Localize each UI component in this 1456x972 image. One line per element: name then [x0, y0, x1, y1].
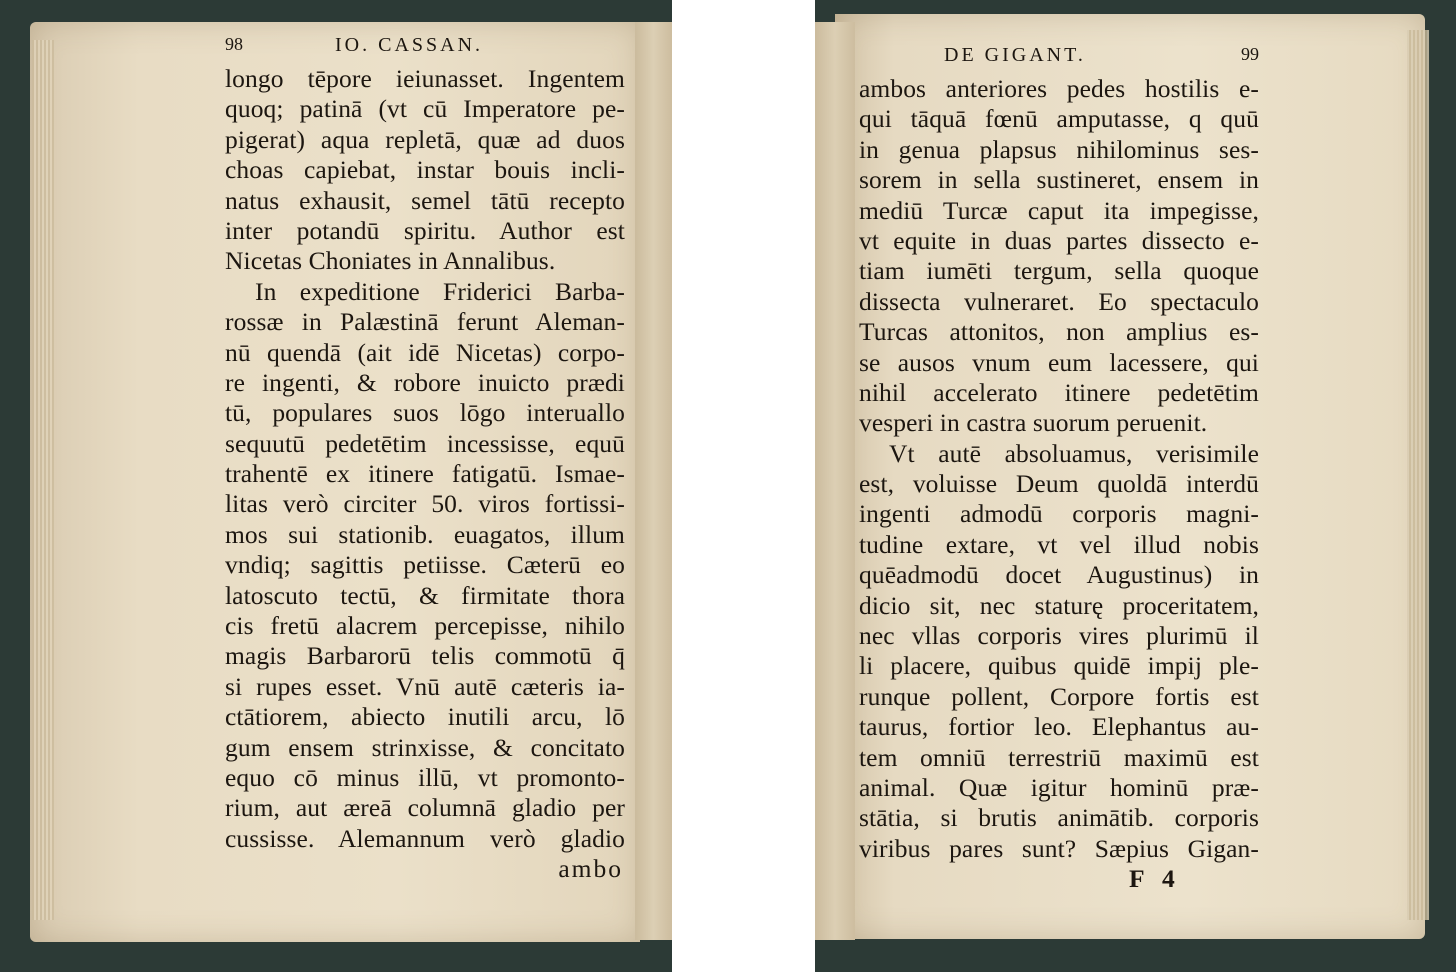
text-line: dissecta vulneraret. Eo spectaculo: [859, 286, 1259, 316]
text-line: sorem in sella sustineret, ensem in: [859, 165, 1259, 195]
text-line: litas verò circiter 50. viros fortissi-: [225, 489, 625, 519]
page-edges: [32, 40, 54, 920]
text-line: equo cō minus illū, vt promonto-: [225, 762, 625, 792]
text-line: cis fretū alacrem percepisse, nihilo: [225, 611, 625, 641]
text-line: choas capiebat, instar bouis incli-: [225, 155, 625, 185]
text-line: tū, populares suos lōgo interuallo: [225, 398, 625, 428]
text-line: viribus pares sunt? Sæpius Gigan-: [859, 833, 1259, 863]
left-text-block: [225, 34, 625, 885]
text-line: vndiq; sagittis petiisse. Cæterū eo: [225, 550, 625, 580]
text-line: ambos anteriores pedes hostilis e-: [859, 74, 1259, 103]
signature-mark: F 4: [1129, 864, 1181, 894]
text-line: latoscuto tectū, & firmitate thora: [225, 580, 625, 610]
text-line: ingenti admodū corporis magni-: [859, 499, 1259, 529]
right-text-block: [859, 44, 1259, 895]
text-line: runque pollent, Corpore fortis est: [859, 681, 1259, 711]
text-line: Vt autē absoluamus, verisimile: [889, 438, 1259, 468]
text-line: trahentē ex itinere fatigatū. Ismae-: [225, 459, 625, 489]
text-line: quoq; patinā (vt cū Imperatore pe-: [225, 94, 625, 124]
text-line: se ausos vnum eum lacessere, qui: [859, 347, 1259, 377]
right-body-text: [859, 74, 1259, 864]
text-line: animal. Quæ igitur hominū præ-: [859, 772, 1259, 802]
text-line: nū quendā (ait idē Nicetas) corpo-: [225, 337, 625, 367]
right-running-head: [859, 44, 1259, 74]
text-line: magis Barbarorū telis commotū q̄: [225, 641, 625, 671]
text-line: longo tēpore ieiunasset. Ingentem: [225, 64, 625, 93]
page-edges: [1407, 30, 1429, 920]
text-line: inter potandū spiritu. Author est: [225, 215, 625, 245]
text-line: dicio sit, nec staturę proceritatem,: [859, 590, 1259, 620]
text-line: tem omniū terrestriū maximū est: [859, 742, 1259, 772]
catchword: ambo: [558, 854, 623, 884]
text-line: rium, aut æreā columnā gladio per: [225, 793, 625, 823]
left-page-photo: [0, 0, 672, 972]
text-line: In expeditione Friderici Barba-: [255, 276, 625, 306]
text-line: mos sui stationib. euagatos, illum: [225, 519, 625, 549]
text-line: est, voluisse Deum quoldā interdū: [859, 469, 1259, 499]
text-line: sequutū pedetētim incessisse, equū: [225, 428, 625, 458]
text-line: vt equite in duas partes dissecto e-: [859, 225, 1259, 255]
text-line: vesperi in castra suorum peruenit.: [859, 408, 1208, 438]
text-line: stātia, si brutis animātib. corporis: [859, 803, 1259, 833]
text-line: natus exhausit, semel tātū recepto: [225, 185, 625, 215]
text-line: gum ensem strinxisse, & concitato: [225, 732, 625, 762]
text-line: tiam iumēti tergum, sella quoque: [859, 256, 1259, 286]
text-line: re ingenti, & robore inuicto prædi: [225, 367, 625, 397]
right-page-photo: [815, 0, 1456, 972]
page-number: 99: [1241, 44, 1259, 64]
left-running-head: [225, 34, 625, 64]
text-line: Nicetas Choniates in Annalibus.: [225, 246, 556, 276]
text-line: nihil accelerato itinere pedetētim: [859, 377, 1259, 407]
text-line: si rupes esset. Vnū autē cæteris ia-: [225, 671, 625, 701]
text-line: pigerat) aqua repletā, quæ ad duos: [225, 124, 625, 154]
running-title: IO. CASSAN.: [335, 34, 484, 56]
text-line: tudine extare, vt vel illud nobis: [859, 529, 1259, 559]
text-line: taurus, fortior leo. Elephantus au-: [859, 712, 1259, 742]
text-line: rossæ in Palæstinā ferunt Aleman-: [225, 307, 625, 337]
text-line: Turcas attonitos, non amplius es-: [859, 317, 1259, 347]
running-title: DE GIGANT.: [944, 44, 1086, 66]
text-line: ctātiorem, abiecto inutili arcu, lō: [225, 702, 625, 732]
page-number: 98: [225, 34, 243, 54]
text-line: nec vllas corporis vires plurimū il: [859, 621, 1259, 651]
text-line: in genua plapsus nihilominus ses-: [859, 134, 1259, 164]
text-line: cussisse. Alemannum verò gladio: [225, 823, 625, 853]
neighbor-page-strip: [635, 22, 672, 940]
text-line: li placere, quibus quidē impij ple-: [859, 651, 1259, 681]
neighbor-page-strip: [815, 22, 855, 940]
text-line: quēadmodū docet Augustinus) in: [859, 560, 1259, 590]
left-body-text: [225, 64, 625, 854]
text-line: qui tāquā fœnū amputasse, q quū: [859, 104, 1259, 134]
text-line: mediū Turcæ caput ita impegisse,: [859, 195, 1259, 225]
